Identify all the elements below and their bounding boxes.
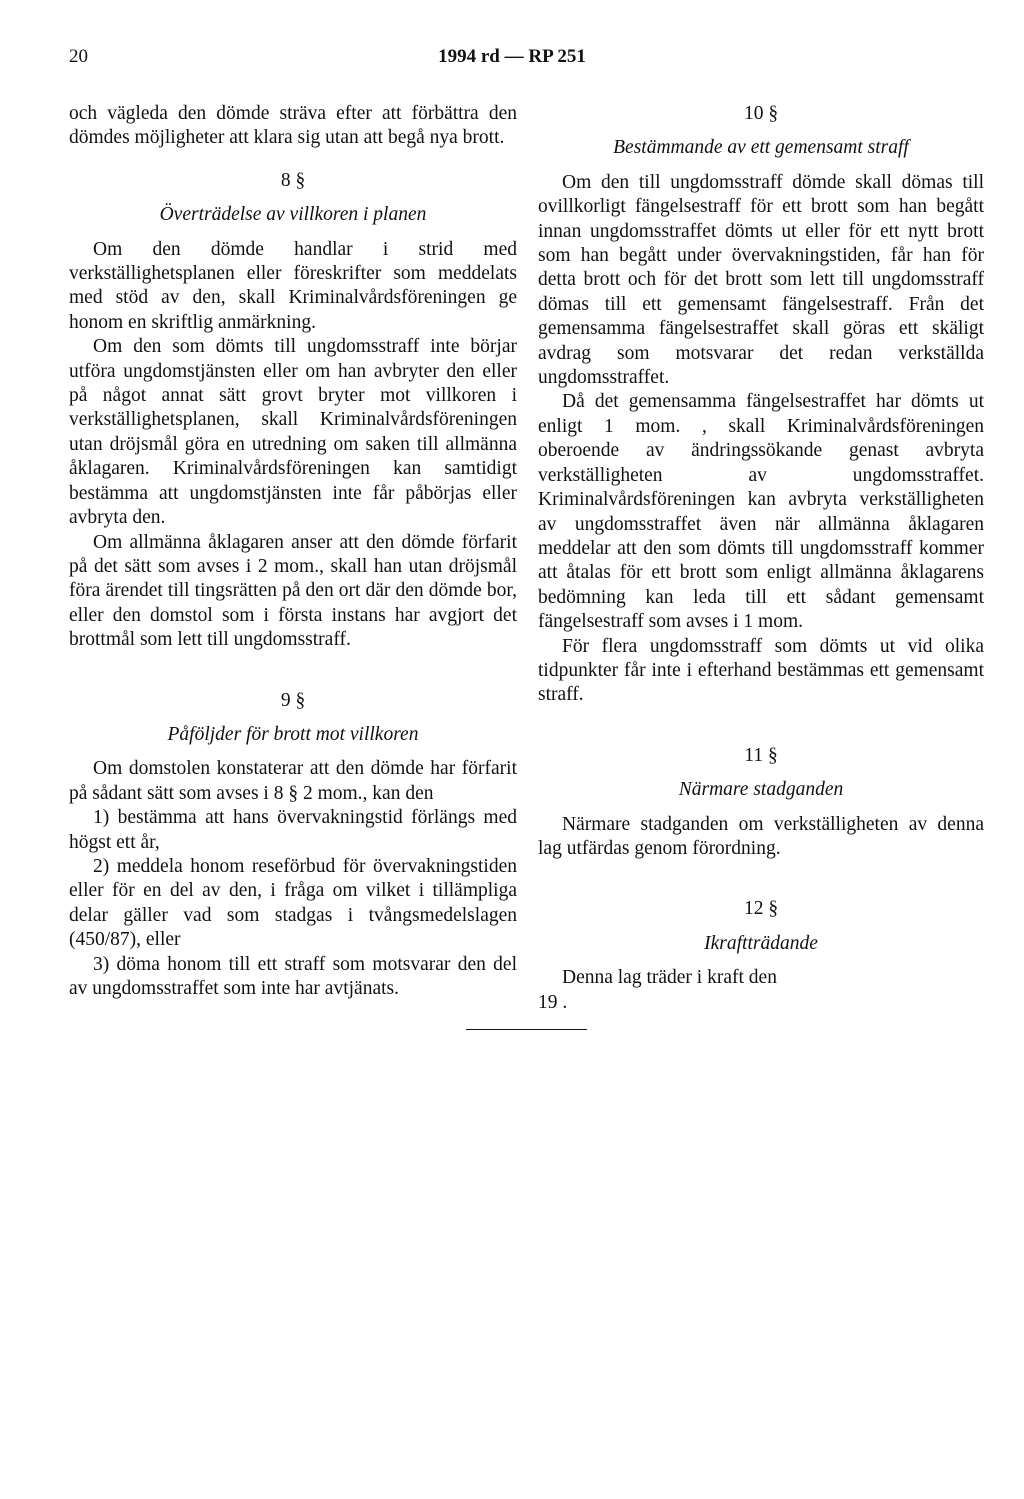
section-10-title: Bestämmande av ett gemensamt straff (613, 137, 909, 159)
section-12-title: Ikraftträdande (704, 932, 818, 954)
section-10-number: 10 § (743, 103, 779, 124)
section-8-paragraph-1: Om den dömde handlar i strid med verkställighetsplanen eller föreskrifter som meddelats med stöd av den, skall Kriminalvårdsföreningen ge honom en skriftlig anmärkning. (69, 238, 517, 333)
date-line: 19 . (538, 991, 568, 1013)
page-number: 20 (69, 46, 88, 67)
section-10-paragraph-3: För flera ungdomsstraff som dömts ut vid olika tidpunkter får inte i efterhand bestämmas ett gemensamt straff. (538, 635, 984, 706)
running-head: 1994 rd — RP 251 (438, 46, 586, 67)
section-9-item-1: 1) bestämma att hans övervakningstid förlängs med högst ett år, (69, 807, 517, 853)
right-column (538, 102, 984, 1030)
section-12-number: 12 § (743, 898, 779, 920)
section-8-number: 8 § (280, 169, 306, 191)
section-11-title: Närmare stadganden (678, 779, 844, 801)
end-rule (466, 1029, 587, 1030)
section-9-item-3: 3) döma honom till ett straff som motsvarar den del av ungdomsstraffet som inte har avtjänats. (69, 953, 517, 999)
intro-paragraph: och vägleda den dömde sträva efter att förbättra den dömdes möjligheter att klara sig utan att begå nya brott. (69, 103, 517, 149)
section-9-number: 9 § (280, 689, 306, 711)
section-10-paragraph-2: Då det gemensamma fängelsestraffet har dömts ut enligt 1 mom. , skall Kriminalvårdsföreningen oberoende av ändringssökande genast avbryta verkställigheten av ungdomsstraffet. Kriminalvårdsföreningen kan avbryta verkställigheten av ungdomsstraffet även när allmänna åklagaren meddelar att den som dömts till ungdomsstraff kommer att åtalas för ett brott som enligt allmänna åklagarens bedömning kan leda till ett sådant gemensamt fängelsestraff som avses i 1 mom. (538, 391, 984, 633)
left-column (69, 102, 517, 1001)
section-11-paragraph-1: Närmare stadganden om verkställigheten av denna lag utfärdas genom förordning. (538, 813, 984, 859)
section-11-number: 11 § (744, 744, 778, 766)
section-9-title: Påföljder för brott mot villkoren (167, 723, 419, 745)
section-8-paragraph-2: Om den som dömts till ungdomsstraff inte börjar utföra ungdomstjänsten eller om han avbryter den eller på något annat sätt grovt bryter mot villkoren i verkställighetsplanen, skall Kriminalvårdsföreningen utan dröjsmål göra en utredning om saken till allmänna åklagaren. Kriminalvårdsföreningen kan samtidigt bestämma att ungdomstjänsten inte får påbörjas eller avbryta den. (69, 336, 517, 529)
section-9-item-2: 2) meddela honom reseförbud för övervakningstiden eller för en del av den, i fråga om vilket i tillämpliga delar gäller vad som stadgas i tvångsmedelslagen (450/87), eller (69, 855, 517, 951)
section-8-title: Överträdelse av villkoren i planen (159, 204, 427, 226)
section-8-paragraph-3: Om allmänna åklagaren anser att den dömde förfarit på det sätt som avses i 2 mom., skall han utan dröjsmål föra ärendet till tingsrätten på den ort där den dömde bor, eller den domstol som i första instans har avgjort det brottmål som lett till ungdomsstraff. (69, 531, 517, 651)
section-9-paragraph-1: Om domstolen konstaterar att den dömde har förfarit på sådant sätt som avses i 8 § 2 mom., kan den (69, 758, 517, 804)
section-10-paragraph-1: Om den till ungdomsstraff dömde skall dömas till ovillkorligt fängelsestraff för ett brott som han begått innan ungdomsstraffet dömts ut eller för ett nytt brott som han begått under övervakningstiden, får han för detta brott och för det brott som lett till ungdomsstraff dömas till ett gemensamt fängelsestraff. Från det gemensamma fängelsestraffet skall göras ett skäligt avdrag som motsvarar det redan verkställda ungdomsstraffet. (538, 171, 984, 389)
page-header (0, 46, 1024, 76)
section-12-paragraph-1: Denna lag träder i kraft den (562, 967, 777, 989)
